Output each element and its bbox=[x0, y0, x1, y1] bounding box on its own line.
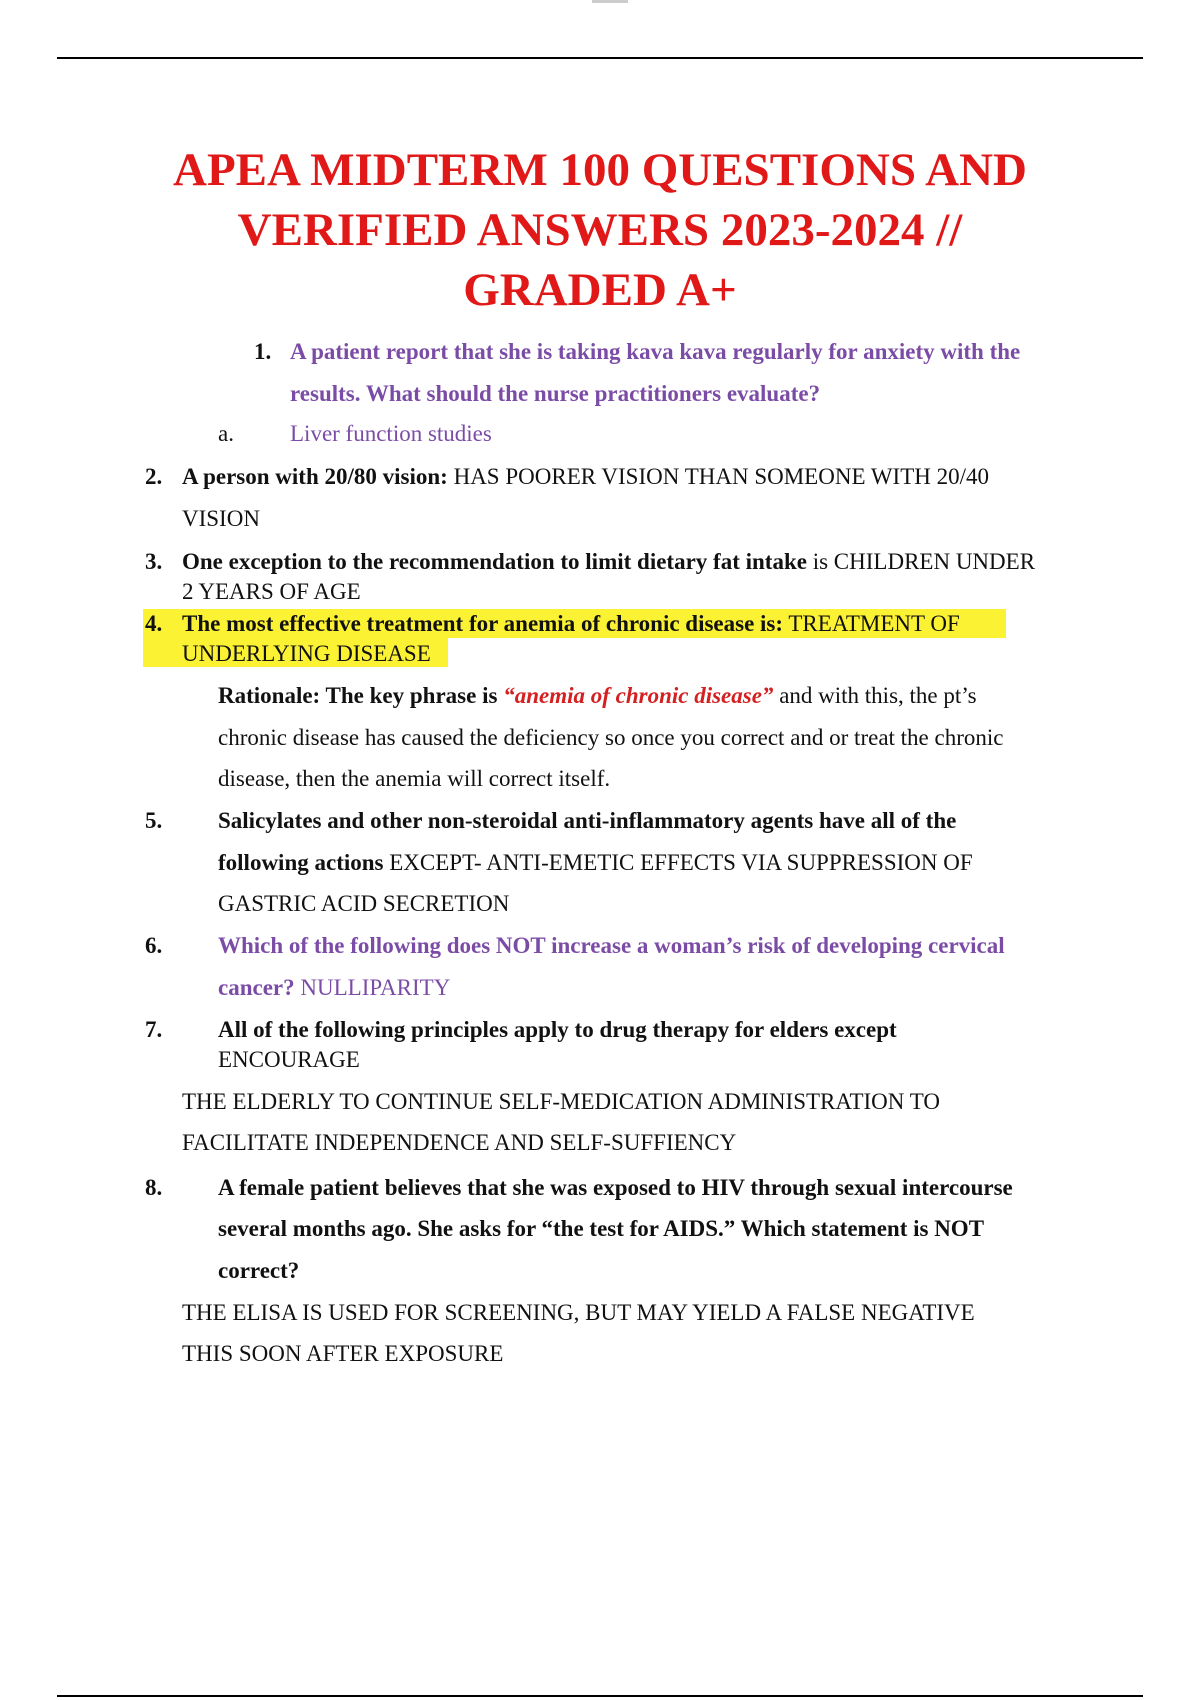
question-line bbox=[218, 975, 450, 1001]
question-text: A patient report that she is taking kava kava regularly for anxiety with the bbox=[290, 339, 1021, 364]
question-number: 8. bbox=[145, 1175, 163, 1200]
question-text: Which of the following does NOT increase a woman’s risk of developing cervical bbox=[218, 933, 1005, 958]
answer-text: TREATMENT OF bbox=[783, 611, 960, 636]
question-number: 5. bbox=[145, 808, 163, 833]
answer-text: THE ELDERLY TO CONTINUE SELF-MEDICATION ADMINISTRATION TO bbox=[182, 1089, 940, 1114]
question-line bbox=[182, 611, 960, 637]
question-text: several months ago. She asks for “the test for AIDS.” Which statement is NOT bbox=[218, 1216, 985, 1241]
answer-text: FACILITATE INDEPENDENCE AND SELF-SUFFIENCY bbox=[182, 1130, 737, 1155]
answer-text: HAS POORER VISION THAN SOMEONE WITH 20/40 bbox=[447, 464, 989, 489]
answer-text: ENCOURAGE bbox=[218, 1047, 360, 1072]
answer-text: THE ELISA IS USED FOR SCREENING, BUT MAY YIELD A FALSE NEGATIVE bbox=[182, 1300, 975, 1325]
rationale-text: disease, then the anemia will correct itself. bbox=[218, 766, 611, 791]
question-text: Salicylates and other non-steroidal anti-inflammatory agents have all of the bbox=[218, 808, 957, 833]
rationale-text: chronic disease has caused the deficiency so once you correct and or treat the chronic bbox=[218, 725, 1004, 750]
rationale-key-phrase: “anemia of chronic disease” bbox=[503, 683, 774, 708]
question-text: The most effective treatment for anemia of chronic disease is: bbox=[182, 611, 784, 636]
answer-text: THIS SOON AFTER EXPOSURE bbox=[182, 1341, 504, 1366]
question-number: 7. bbox=[145, 1017, 163, 1042]
answer-text: 2 YEARS OF AGE bbox=[182, 579, 361, 604]
title-line-1: APEA MIDTERM 100 QUESTIONS AND bbox=[173, 144, 1027, 196]
option-letter: a. bbox=[218, 421, 234, 446]
answer-text: UNDERLYING DISEASE bbox=[182, 641, 431, 666]
question-text: All of the following principles apply to drug therapy for elders except bbox=[218, 1017, 897, 1042]
page-top-marker bbox=[592, 0, 628, 3]
title-line-2: VERIFIED ANSWERS 2023-2024 // bbox=[237, 204, 963, 256]
question-number: 4. bbox=[145, 611, 163, 636]
title-line-3: GRADED A+ bbox=[463, 264, 737, 316]
question-line bbox=[218, 850, 973, 876]
footer-rule bbox=[57, 1695, 1143, 1697]
question-line bbox=[182, 464, 989, 490]
header-rule bbox=[57, 57, 1143, 59]
question-text: following actions bbox=[218, 850, 384, 875]
question-text: A female patient believes that she was exposed to HIV through sexual intercourse bbox=[218, 1175, 1013, 1200]
question-text: cancer? bbox=[218, 975, 295, 1000]
question-number: 1. bbox=[254, 339, 272, 364]
answer-text: GASTRIC ACID SECRETION bbox=[218, 891, 510, 916]
answer-text: is CHILDREN UNDER bbox=[806, 549, 1036, 574]
answer-text: NULLIPARITY bbox=[294, 975, 451, 1000]
document-title bbox=[150, 140, 1050, 320]
question-number: 6. bbox=[145, 933, 163, 958]
question-number: 2. bbox=[145, 464, 163, 489]
question-text: correct? bbox=[218, 1258, 300, 1283]
rationale-text: and with this, the pt’s bbox=[773, 683, 977, 708]
question-text: A person with 20/80 vision: bbox=[182, 464, 448, 489]
rationale-line bbox=[218, 683, 977, 709]
answer-text: VISION bbox=[182, 506, 260, 531]
question-text: One exception to the recommendation to limit dietary fat intake bbox=[182, 549, 807, 574]
answer-text: Liver function studies bbox=[290, 421, 492, 446]
question-number: 3. bbox=[145, 549, 163, 574]
question-line bbox=[182, 549, 1035, 575]
question-text: results. What should the nurse practitioners evaluate? bbox=[290, 381, 821, 406]
rationale-label: Rationale: The key phrase is bbox=[218, 683, 504, 708]
answer-text: EXCEPT- ANTI-EMETIC EFFECTS VIA SUPPRESSION OF bbox=[383, 850, 973, 875]
